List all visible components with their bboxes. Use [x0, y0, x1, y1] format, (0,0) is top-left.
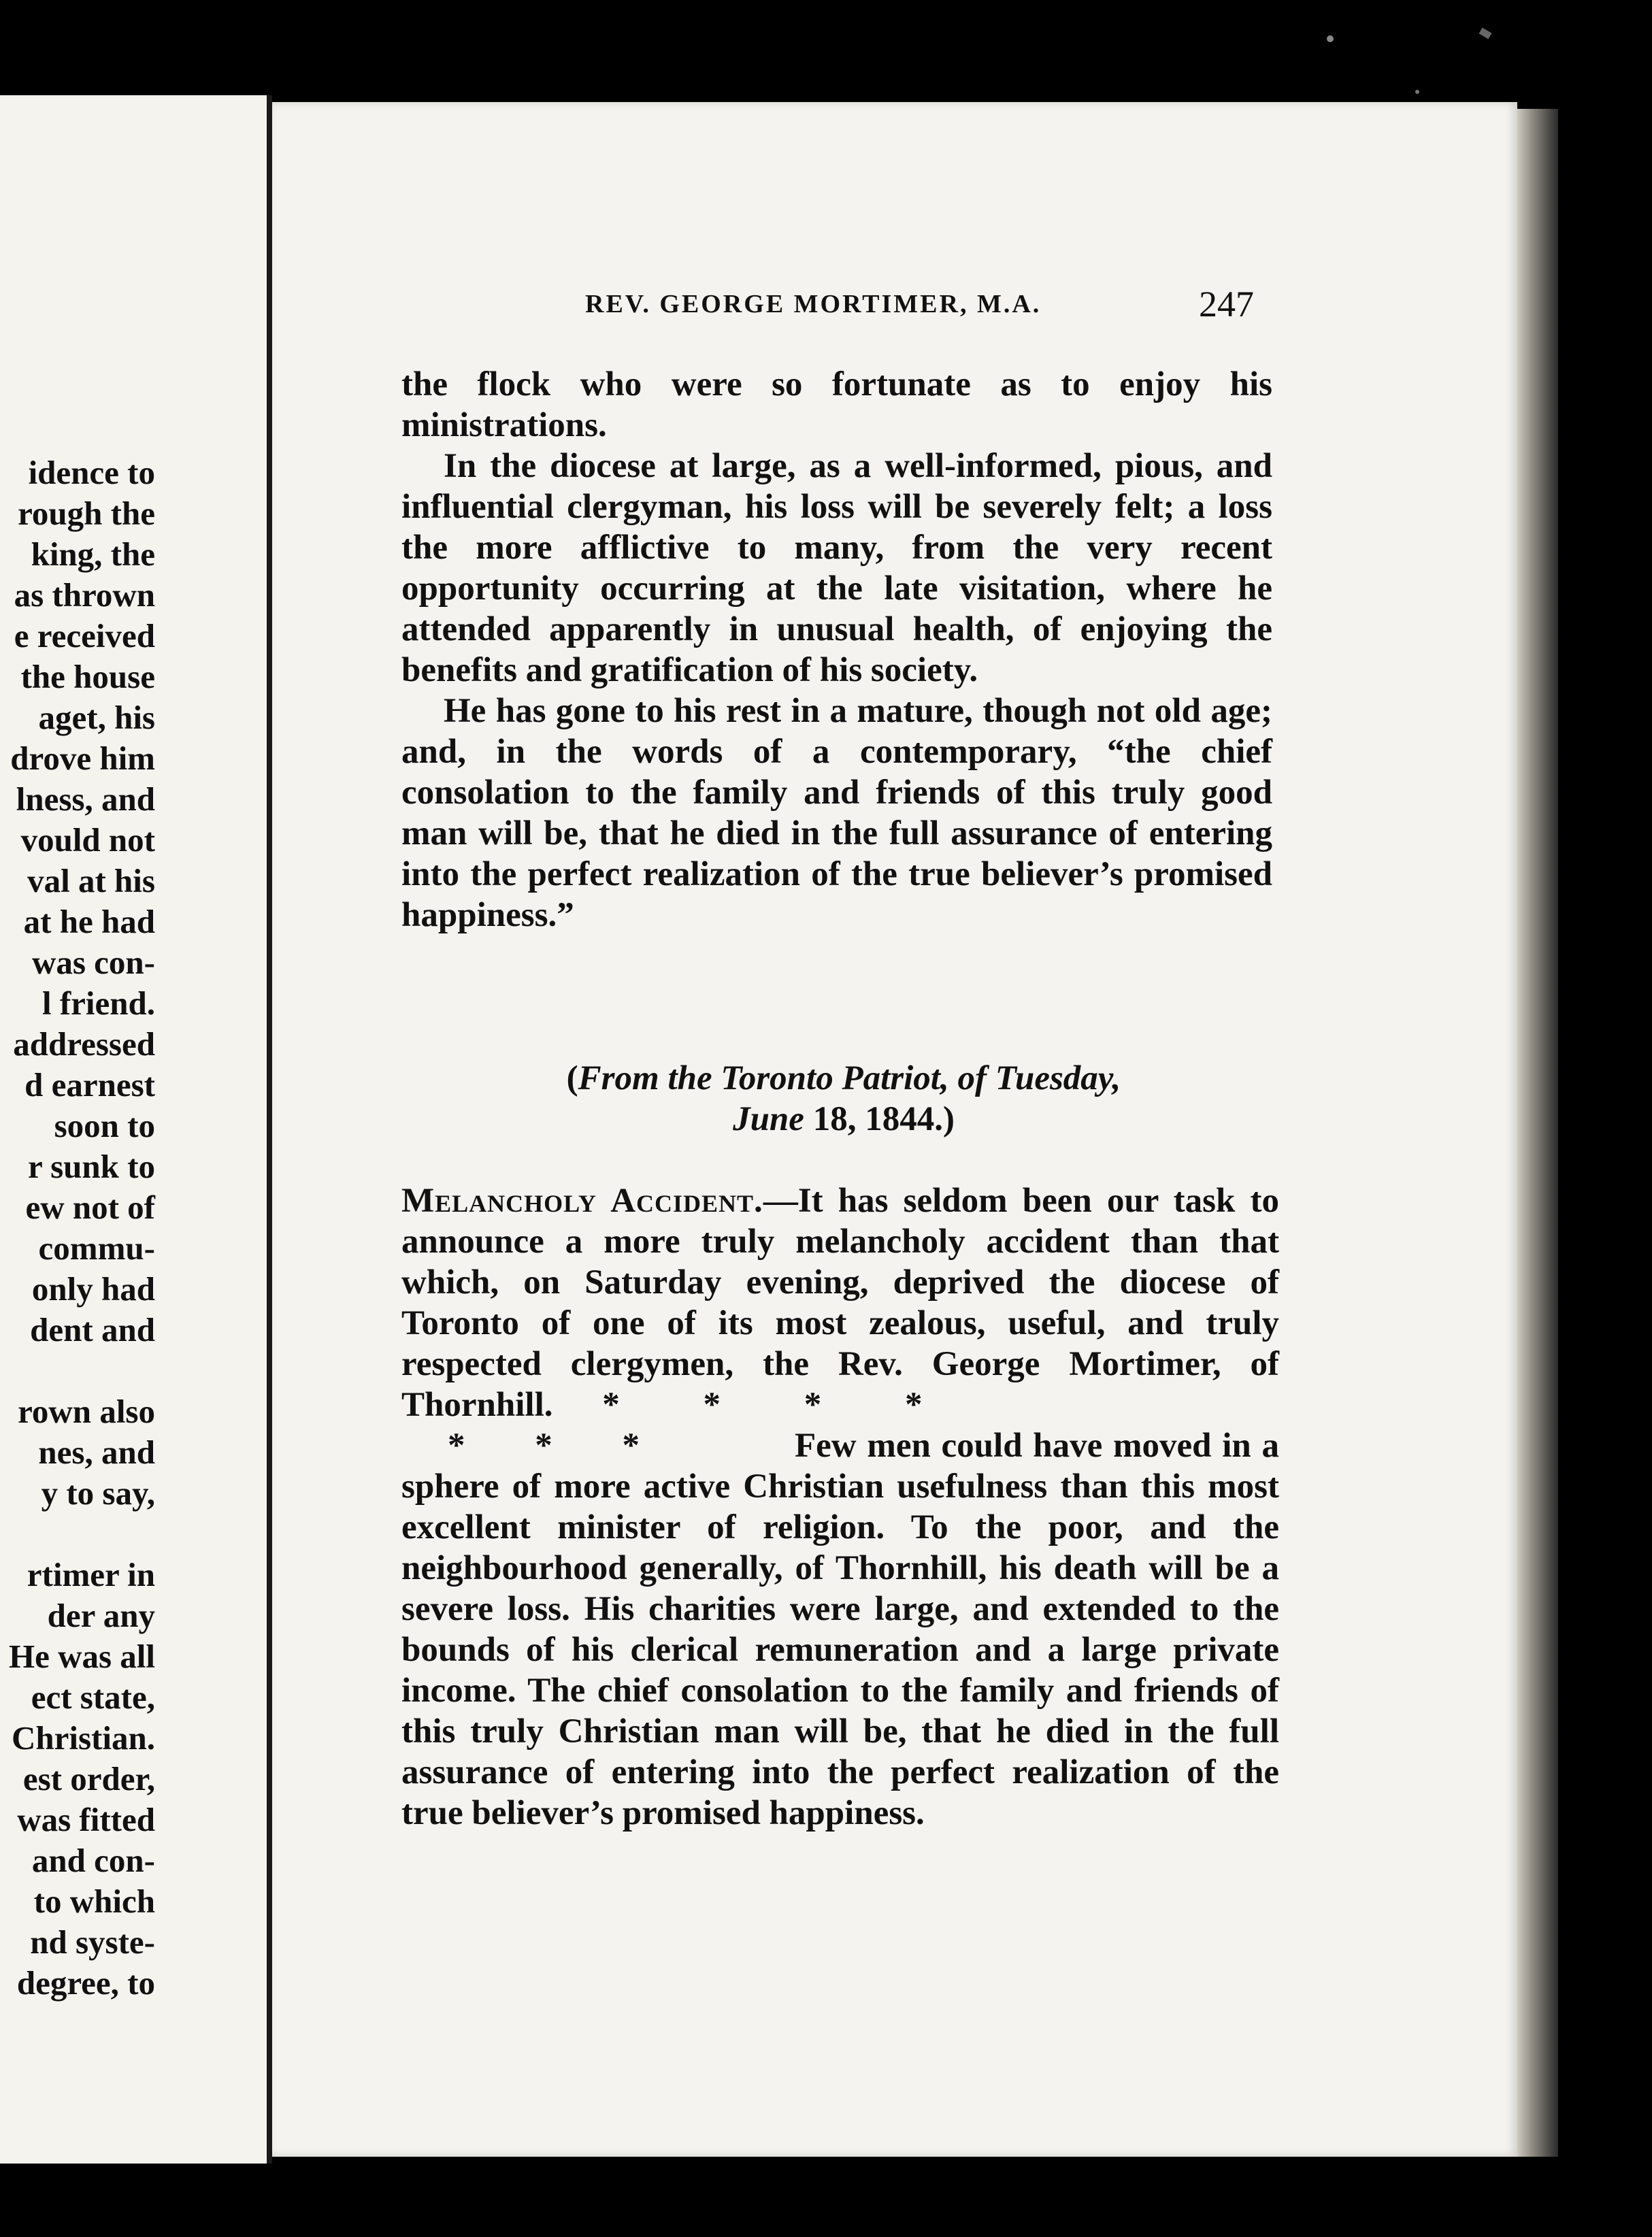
left-page-line: d earnest — [24, 1066, 155, 1104]
left-page-line: the house — [20, 658, 155, 695]
dust-speck — [1415, 90, 1419, 94]
ellipsis-stars: * * * * — [602, 1386, 923, 1424]
paren-open: ( — [566, 1059, 578, 1097]
left-page-line: degree, to — [16, 1964, 155, 2002]
left-page-line: r sunk to — [27, 1148, 155, 1185]
citation-month: June — [733, 1100, 804, 1138]
text-block-lower — [401, 1180, 1279, 1834]
left-page-line: to which — [33, 1883, 155, 1920]
left-page-line: soon to — [54, 1107, 155, 1144]
article-heading: Melancholy Accident. — [401, 1182, 763, 1220]
dust-speck — [1479, 28, 1492, 39]
left-page-line: nes, and — [38, 1434, 155, 1471]
book-gutter — [267, 95, 272, 2164]
citation-date: 18, 1844.) — [804, 1100, 955, 1138]
left-page-line: aget, his — [38, 699, 155, 736]
left-page-line: idence to — [28, 454, 155, 491]
left-page-line: vould not — [20, 821, 155, 859]
left-page-line: addressed — [13, 1025, 155, 1063]
left-page-line: commu- — [38, 1229, 155, 1267]
left-page-line: king, the — [31, 535, 155, 573]
paragraph: the flock who were so fortunate as to enjoy his ministrations. — [401, 365, 1272, 444]
left-page-line: der any — [47, 1597, 155, 1634]
ellipsis-stars: * * * — [448, 1427, 640, 1465]
left-page-line: and con- — [31, 1842, 155, 1879]
left-page-line: dent and — [30, 1311, 155, 1348]
left-page-line: y to say, — [41, 1474, 155, 1512]
left-page-line: at he had — [23, 903, 155, 940]
left-page-line: rtimer in — [27, 1556, 155, 1593]
left-page-line: was con- — [31, 944, 155, 981]
left-page-line: nd syste- — [30, 1923, 155, 1961]
page-edge — [1517, 109, 1558, 2157]
left-page-line: val at his — [27, 862, 155, 899]
paragraph: In the diocese at large, as a well-informed, pious, and influential clergyman, his loss will be severely felt; a loss the more afflictive to many, from the very recent opportunity occurring at the late visitation, where he attended apparently in unusual health, of enjoying the benefits and gratification of his society. — [401, 447, 1272, 689]
left-page-line: lness, and — [16, 780, 155, 818]
left-page-line: only had — [31, 1270, 155, 1308]
dust-speck — [1327, 35, 1334, 42]
left-page-line: as thrown — [14, 576, 155, 614]
left-page-line: ew not of — [25, 1189, 155, 1226]
left-page-line: rown also — [18, 1393, 155, 1430]
left-page — [0, 95, 271, 2164]
paragraph: He has gone to his rest in a mature, though not old age; and, in the words of a contemporary, “the chief consolation to the family and friends of this truly good man will be, that he died in the full assurance of entering into the perfect realization of the true believer’s promised happiness.” — [401, 692, 1272, 934]
left-page-line — [0, 1514, 155, 1555]
article-continuation: Few men could have moved in a sphere of more active Christian usefulness than this most excellent minister of religion. To the poor, and the neighbourhood generally, of Thornhill, his death will be a severe loss. His charities were large, and extended to the bounds of his clerical remuneration and a large private income. The chief consolation to the family and friends of this truly Christian man will be, that he died in the full assurance of entering into the perfect realization of the true believer’s promised happiness. — [401, 1427, 1279, 1832]
running-header: REV. GEORGE MORTIMER, M.A. — [585, 290, 1042, 318]
left-page-line — [0, 1351, 155, 1391]
left-page-line: est order, — [22, 1760, 155, 1797]
left-page-line: was fitted — [17, 1801, 155, 1838]
text-block-upper — [401, 364, 1272, 935]
citation-line-1: From the Toronto Patriot, of Tuesday, — [578, 1059, 1121, 1097]
left-page-line: drove him — [10, 740, 155, 777]
left-page-line: e received — [14, 617, 155, 654]
left-page-line: rough the — [18, 495, 155, 532]
article-lead: —It has seldom been our task to announce a more truly melancholy accident than that which, on Saturday evening, deprived the diocese of Toronto of one of its most zealous, useful, and truly respected clergymen, the Rev. George Mortimer, of Thornhill. — [401, 1182, 1279, 1424]
left-page-line: Christian. — [11, 1719, 155, 1757]
left-page-line: ect state, — [31, 1678, 155, 1716]
left-page-line: l friend. — [42, 984, 155, 1022]
page-number: 247 — [1199, 284, 1254, 325]
left-page-line: He was all — [8, 1638, 155, 1675]
source-citation — [401, 1058, 1286, 1140]
left-page-text — [0, 452, 155, 2004]
